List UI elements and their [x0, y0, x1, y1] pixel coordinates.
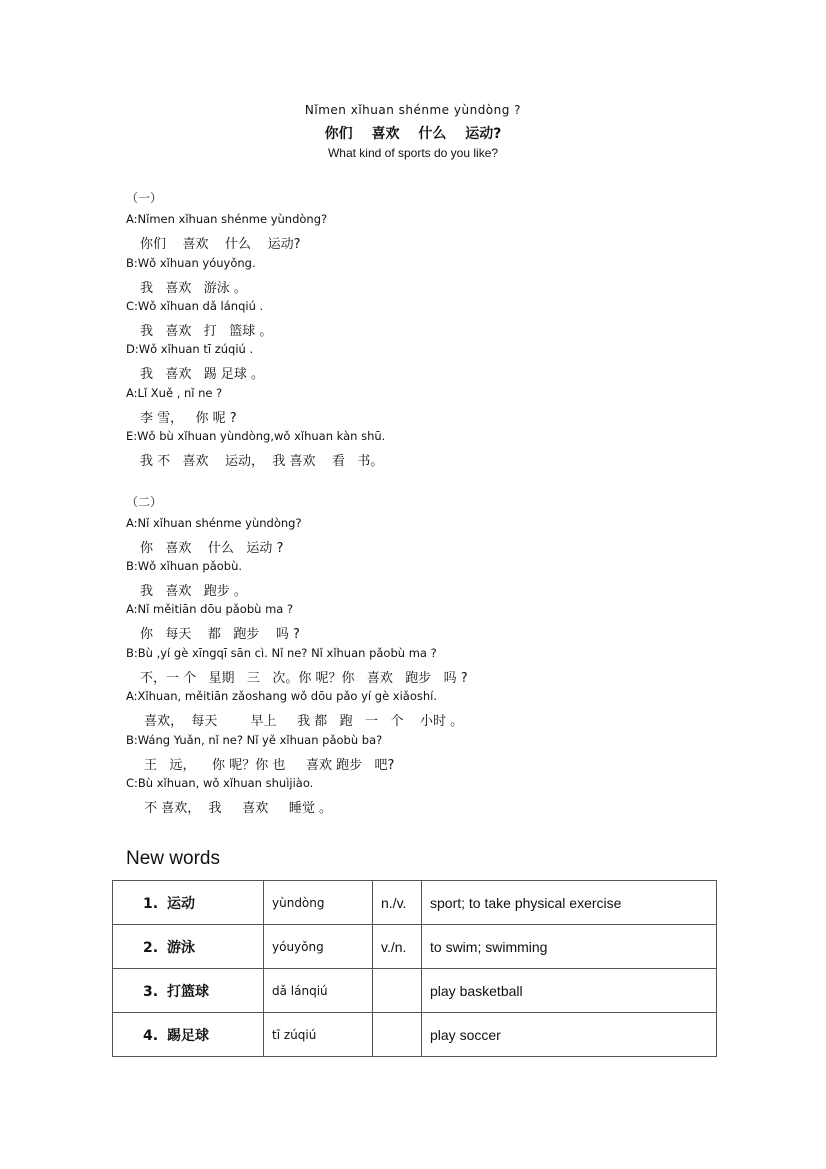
word-number: 4.: [143, 1027, 159, 1044]
word-pos: v./n.: [373, 925, 422, 969]
dialog-pinyin: B:Bù ,yí gè xīngqī sān cì. Nǐ ne? Nǐ xǐhuan pǎobù ma ?: [126, 646, 437, 660]
word-number: 3.: [143, 983, 159, 1000]
word-hanzi: 打篮球: [167, 983, 209, 1000]
table-row: [113, 925, 717, 969]
dialog-hanzi: 我 不 喜欢 运动， 我 喜欢 看 书。: [140, 454, 384, 469]
dialog-hanzi: 我 喜欢 游泳 。: [140, 281, 247, 296]
dialog-pinyin: A:Nǐmen xǐhuan shénme yùndòng?: [126, 212, 328, 226]
word-number: 1.: [143, 895, 159, 912]
section2-label: （二）: [126, 495, 163, 509]
dialog-pinyin: A:Nǐ měitiān dōu pǎobù ma ?: [126, 602, 294, 616]
dialog-hanzi: 王 远， 你 呢？你 也 喜欢 跑步 吧?: [140, 758, 395, 773]
dialog-hanzi: 不 喜欢， 我 喜欢 睡觉 。: [140, 801, 332, 816]
section1-label: （一）: [126, 191, 163, 205]
word-pos: [373, 1013, 422, 1057]
dialog-pinyin: E:Wǒ bù xǐhuan yùndòng,wǒ xǐhuan kàn shū.: [126, 429, 386, 443]
dialog-pinyin: C:Wǒ xǐhuan dǎ lánqiú .: [126, 299, 264, 313]
table-row: [113, 969, 717, 1013]
dialog-pinyin: B:Wǒ xǐhuan pǎobù.: [126, 559, 243, 573]
word-meaning: to swim; swimming: [422, 925, 717, 969]
word-pinyin: yùndòng: [264, 881, 373, 925]
word-pinyin: yóuyǒng: [264, 925, 373, 969]
dialog-pinyin: A:Lǐ Xuě , nǐ ne ?: [126, 386, 223, 400]
dialog-pinyin: B:Wǒ xǐhuan yóuyǒng.: [126, 256, 256, 270]
title-hanzi: 你们 喜欢 什么 运动?: [324, 126, 502, 142]
title-english: What kind of sports do you like?: [327, 146, 499, 160]
word-meaning: play basketball: [422, 969, 717, 1013]
word-hanzi: 运动: [167, 895, 195, 912]
dialog-pinyin: B:Wáng Yuǎn, nǐ ne? Nǐ yě xǐhuan pǎobù ba?: [126, 733, 383, 747]
word-pinyin: tī zúqiú: [264, 1013, 373, 1057]
word-hanzi: 踢足球: [167, 1027, 209, 1044]
dialog-pinyin: A:Xǐhuan, měitiān zǎoshang wǒ dōu pǎo yí gè xiǎoshí.: [126, 689, 438, 703]
dialog-hanzi: 你 每天 都 跑步 吗 ?: [140, 627, 300, 642]
dialog-pinyin: D:Wǒ xǐhuan tī zúqiú .: [126, 342, 254, 356]
word-number: 2.: [143, 939, 159, 956]
dialog-hanzi: 你 喜欢 什么 运动 ?: [140, 541, 284, 556]
word-cell: [113, 1013, 264, 1057]
table-row: [113, 881, 717, 925]
new-words-table: [112, 880, 717, 1057]
word-cell: [113, 925, 264, 969]
word-meaning: play soccer: [422, 1013, 717, 1057]
table-row: [113, 1013, 717, 1057]
word-cell: [113, 969, 264, 1013]
dialog-pinyin: C:Bù xǐhuan, wǒ xǐhuan shuìjiào.: [126, 776, 314, 790]
title-pinyin: Nǐmen xǐhuan shénme yùndòng ?: [304, 103, 522, 117]
dialog-hanzi: 我 喜欢 踢 足球 。: [140, 367, 265, 382]
new-words-heading: New words: [126, 848, 220, 869]
dialog-hanzi: 喜欢， 每天 早上 我 都 跑 一 个 小时 。: [140, 714, 464, 729]
dialog-pinyin: A:Nǐ xǐhuan shénme yùndòng?: [126, 516, 302, 530]
word-meaning: sport; to take physical exercise: [422, 881, 717, 925]
word-hanzi: 游泳: [167, 939, 195, 956]
word-pos: [373, 969, 422, 1013]
dialog-hanzi: 我 喜欢 跑步 。: [140, 584, 247, 599]
word-pinyin: dǎ lánqiú: [264, 969, 373, 1013]
dialog-hanzi: 你们 喜欢 什么 运动?: [140, 237, 301, 252]
word-pos: n./v.: [373, 881, 422, 925]
dialog-hanzi: 我 喜欢 打 篮球 。: [140, 324, 273, 339]
word-cell: [113, 881, 264, 925]
dialog-hanzi: 李 雪， 你 呢 ?: [140, 411, 237, 426]
dialog-hanzi: 不，一 个 星期 三 次。你 呢？你 喜欢 跑步 吗 ?: [140, 671, 468, 686]
